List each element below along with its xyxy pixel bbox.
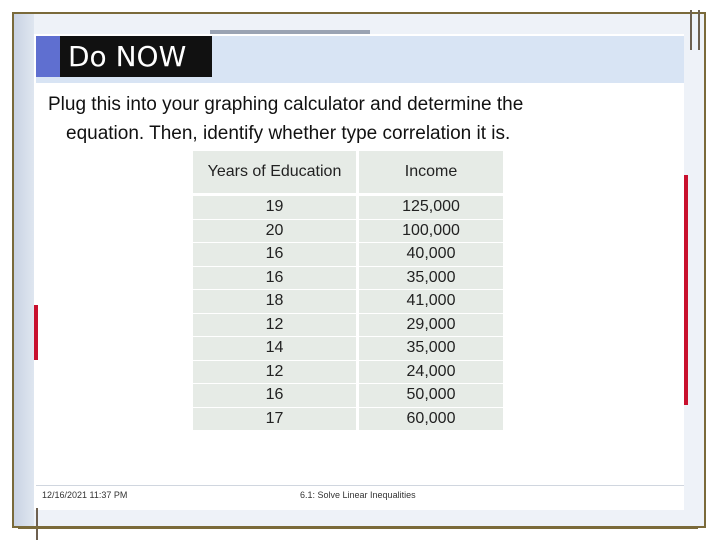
years-cell: 19 bbox=[193, 196, 356, 219]
title-accent-stripe bbox=[36, 36, 60, 77]
income-cell: 60,000 bbox=[359, 408, 503, 431]
years-cell: 20 bbox=[193, 220, 356, 243]
years-cell: 12 bbox=[193, 361, 356, 384]
income-cell: 125,000 bbox=[359, 196, 503, 219]
income-cell: 35,000 bbox=[359, 267, 503, 290]
data-table bbox=[193, 151, 503, 431]
income-cell: 35,000 bbox=[359, 337, 503, 360]
table-row bbox=[193, 220, 503, 244]
footer-slide-title: 6.1: Solve Linear Inequalities bbox=[300, 490, 416, 500]
years-cell: 16 bbox=[193, 384, 356, 407]
years-cell: 12 bbox=[193, 314, 356, 337]
income-cell: 40,000 bbox=[359, 243, 503, 266]
instruction-line-1: Plug this into your graphing calculator and determine the bbox=[48, 94, 524, 115]
table-row bbox=[193, 196, 503, 220]
years-cell: 17 bbox=[193, 408, 356, 431]
years-cell: 16 bbox=[193, 267, 356, 290]
years-cell: 18 bbox=[193, 290, 356, 313]
table-row bbox=[193, 384, 503, 408]
header-income: Income bbox=[359, 151, 503, 193]
table-row bbox=[193, 243, 503, 267]
left-red-accent bbox=[34, 305, 38, 360]
years-cell: 16 bbox=[193, 243, 356, 266]
income-cell: 50,000 bbox=[359, 384, 503, 407]
instruction-text bbox=[48, 90, 678, 148]
footer-date: 12/16/2021 11:37 PM bbox=[42, 490, 128, 500]
left-decorative-band bbox=[14, 14, 34, 526]
table-row bbox=[193, 290, 503, 314]
bottom-left-decoration bbox=[36, 508, 38, 540]
table-row bbox=[193, 408, 503, 432]
right-red-accent bbox=[684, 175, 688, 405]
table-body bbox=[193, 196, 503, 431]
table-row bbox=[193, 267, 503, 291]
table-row bbox=[193, 314, 503, 338]
slide-title: Do NOW bbox=[60, 36, 212, 77]
top-right-decoration bbox=[690, 10, 700, 50]
bottom-decorative-bar bbox=[18, 526, 698, 529]
income-cell: 24,000 bbox=[359, 361, 503, 384]
years-cell: 14 bbox=[193, 337, 356, 360]
income-cell: 100,000 bbox=[359, 220, 503, 243]
income-cell: 41,000 bbox=[359, 290, 503, 313]
table-row bbox=[193, 337, 503, 361]
header-years-of-education: Years of Education bbox=[193, 151, 356, 193]
table-row bbox=[193, 361, 503, 385]
instruction-line-2: equation. Then, identify whether type correlation it is. bbox=[66, 123, 511, 144]
income-cell: 29,000 bbox=[359, 314, 503, 337]
